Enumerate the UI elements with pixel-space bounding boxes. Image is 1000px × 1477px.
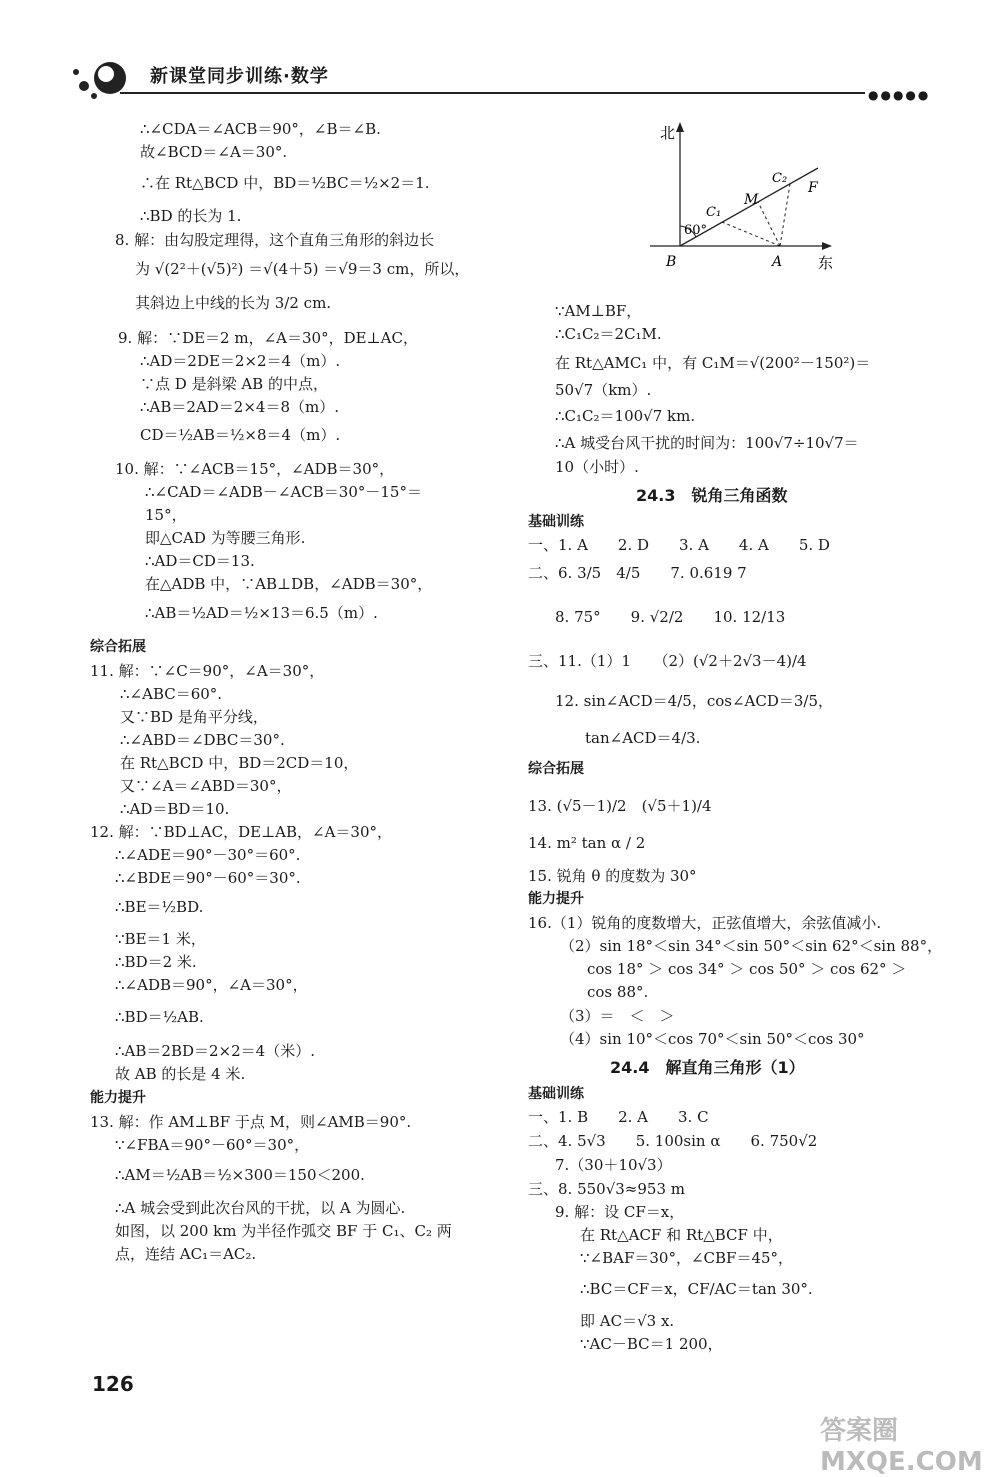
text-line: 为 √(2²＋(√5)²) ＝√(4＋5) ＝√9＝3 cm，所以， xyxy=(135,260,470,278)
text-line: ∴∠CAD＝∠ADB－∠ACB＝30°－15°＝ xyxy=(145,483,422,501)
text-line: 即 AC＝√3 x. xyxy=(580,1312,675,1330)
text-line: 又∵∠A＝∠ABD＝30°， xyxy=(120,777,292,795)
text-line: 9. 解：设 CF＝x， xyxy=(555,1203,685,1221)
page-number: 126 xyxy=(92,1372,134,1396)
text-line: 9. 解：∵DE＝2 m，∠A＝30°，DE⊥AC， xyxy=(118,329,418,347)
text-line: ∴AD＝BD＝10. xyxy=(120,800,230,818)
text-line: 14. m² tan α / 2 xyxy=(528,834,646,852)
text-line: ∴∠ABC＝60°. xyxy=(120,685,223,703)
section-heading: 基础训练 xyxy=(528,514,584,530)
text-line: 12. sin∠ACD＝4/5，cos∠ACD＝3/5， xyxy=(555,692,833,710)
text-line: ∵∠FBA＝90°－60°＝30°， xyxy=(115,1136,310,1154)
text-line: 10. 解：∵∠ACB＝15°，∠ADB＝30°， xyxy=(115,460,395,478)
text-line: 8. 75° 9. √2/2 10. 12/13 xyxy=(555,608,786,626)
text-line: ∴C₁C₂＝100√7 km. xyxy=(555,407,696,425)
text-line: 13. (√5－1)/2 (√5＋1)/4 xyxy=(528,797,712,815)
text-line: 11. 解：∵∠C＝90°，∠A＝30°， xyxy=(90,662,325,680)
text-line: ∴AB＝2AD＝2×4＝8（m）. xyxy=(140,398,339,416)
text-line: 二、6. 3/5 4/5 7. 0.619 7 xyxy=(528,564,747,582)
text-line: 即△CAD 为等腰三角形. xyxy=(145,529,306,547)
text-line: ∴AD＝CD＝13. xyxy=(145,552,255,570)
text-line: ∴∠CDA＝∠ACB＝90°，∠B＝∠B. xyxy=(140,120,381,138)
text-line: tan∠ACD＝4/3. xyxy=(585,729,701,747)
text-line: ∵BE＝1 米， xyxy=(115,930,206,948)
text-line: 10（小时）. xyxy=(555,458,639,476)
north-label: 北 xyxy=(660,124,676,142)
text-line: 又∵BD 是角平分线， xyxy=(120,708,268,726)
section-heading: 基础训练 xyxy=(528,1086,584,1102)
text-line: 16.（1）锐角的度数增大，正弦值增大，余弦值减小. xyxy=(528,914,882,932)
header-rule xyxy=(120,92,865,94)
text-line: 15. 锐角 θ 的度数为 30° xyxy=(528,867,697,885)
text-line: ∴BE＝½BD. xyxy=(115,898,204,916)
text-line: ∴AM＝½AB＝½×300＝150＜200. xyxy=(115,1166,365,1184)
text-line: ∵点 D 是斜梁 AB 的中点， xyxy=(140,375,328,393)
text-line: cos 18° ＞ cos 34° ＞ cos 50° ＞ cos 62° ＞ xyxy=(587,960,907,978)
text-line: 8. 解：由勾股定理得，这个直角三角形的斜边长 xyxy=(115,231,435,249)
east-label: 东 xyxy=(818,254,834,272)
text-line: ∴C₁C₂＝2C₁M. xyxy=(555,325,662,343)
text-line: 二、4. 5√3 5. 100sin α 6. 750√2 xyxy=(528,1132,818,1150)
text-line: （4）sin 10°＜cos 70°＜sin 50°＜cos 30° xyxy=(560,1030,865,1048)
text-line: 13. 解：作 AM⊥BF 于点 M，则∠AMB＝90°. xyxy=(90,1113,412,1131)
text-line: ∵AC－BC＝1 200， xyxy=(580,1335,723,1353)
text-line: 在△ADB 中，∵AB⊥DB，∠ADB＝30°， xyxy=(145,575,433,593)
text-line: 点，连结 AC₁＝AC₂. xyxy=(115,1245,257,1263)
text-line: ∴∠ABD＝∠DBC＝30°. xyxy=(120,731,285,749)
text-line: 故 AB 的长是 4 米. xyxy=(115,1065,246,1083)
text-line: ∴AB＝2BD＝2×2＝4（米）. xyxy=(115,1042,315,1060)
text-line: ∴A 城受台风干扰的时间为：100√7÷10√7＝ xyxy=(555,434,859,452)
text-line: 故∠BCD＝∠A＝30°. xyxy=(140,143,288,161)
text-line: ∴BD＝½AB. xyxy=(115,1008,204,1026)
watermark: 答案圈 MXQE.COM xyxy=(820,1416,983,1477)
text-line: ∵AM⊥BF， xyxy=(555,302,642,320)
text-line: cos 88°. xyxy=(587,983,649,1001)
text-line: 在 Rt△ACF 和 Rt△BCF 中， xyxy=(580,1226,783,1244)
text-line: 在 Rt△AMC₁ 中，有 C₁M＝√(200²－150²)＝ xyxy=(555,354,871,372)
text-line: （2）sin 18°＜sin 34°＜sin 50°＜sin 62°＜sin 88°， xyxy=(560,937,943,955)
text-line: 一、1. B 2. A 3. C xyxy=(528,1108,709,1126)
text-line: ∵∠BAF＝30°，∠CBF＝45°， xyxy=(580,1249,794,1267)
section-heading: 能力提升 xyxy=(90,1090,146,1106)
section-title: 24.3 锐角三角函数 xyxy=(636,486,788,505)
point-b-label: B xyxy=(666,254,677,270)
text-line: ∴在 Rt△BCD 中，BD＝½BC＝½×2＝1. xyxy=(140,174,430,192)
text-line: ∴BD＝2 米. xyxy=(115,953,197,971)
text-line: 三、8. 550√3≈953 m xyxy=(528,1180,686,1198)
text-line: ∴BC＝CF＝x，CF/AC＝tan 30°. xyxy=(580,1280,813,1298)
text-line: ∴∠ADE＝90°－30°＝60°. xyxy=(115,846,301,864)
text-line: ∴BD 的长为 1. xyxy=(140,207,242,225)
point-m-label: M xyxy=(744,192,759,208)
text-line: 三、11.（1）1 （2）(√2＋2√3－4)/4 xyxy=(528,652,807,670)
point-f-label: F xyxy=(808,180,818,196)
text-line: 12. 解：∵BD⊥AC，DE⊥AB，∠A＝30°， xyxy=(90,823,393,841)
text-line: ∴AB＝½AD＝½×13＝6.5（m）. xyxy=(145,604,378,622)
point-c1-label: C₁ xyxy=(706,205,722,220)
text-line: 15°， xyxy=(145,506,187,524)
text-line: ∴∠BDE＝90°－60°＝30°. xyxy=(115,869,301,887)
point-c2-label: C₂ xyxy=(772,171,788,186)
text-line: 其斜边上中线的长为 3/2 cm. xyxy=(135,294,332,312)
text-line: CD＝½AB＝½×8＝4（m）. xyxy=(140,426,341,444)
text-line: （3）＝ ＜ ＞ xyxy=(560,1007,675,1025)
section-heading: 综合拓展 xyxy=(528,761,584,777)
header-dots: ●●●●● xyxy=(868,88,931,102)
text-line: 在 Rt△BCD 中，BD＝2CD＝10， xyxy=(120,754,359,772)
text-line: ∴∠ADB＝90°，∠A＝30°， xyxy=(115,976,308,994)
text-line: 如图，以 200 km 为半径作弧交 BF 于 C₁、C₂ 两 xyxy=(115,1222,452,1240)
point-a-label: A xyxy=(772,254,783,270)
section-heading: 能力提升 xyxy=(528,891,584,907)
text-line: ∴A 城会受到此次台风的干扰，以 A 为圆心. xyxy=(115,1199,406,1217)
angle-label: 60° xyxy=(684,223,708,238)
text-line: 7.（30＋10√3） xyxy=(555,1156,672,1174)
section-title: 24.4 解直角三角形（1） xyxy=(610,1058,805,1077)
text-line: 50√7（km）. xyxy=(555,381,652,399)
text-line: ∴AD＝2DE＝2×2＝4（m）. xyxy=(140,352,341,370)
header-title: 新课堂同步训练·数学 xyxy=(150,66,329,87)
logo-icon xyxy=(70,58,130,102)
text-line: 一、1. A 2. D 3. A 4. A 5. D xyxy=(528,536,830,554)
section-heading: 综合拓展 xyxy=(90,639,146,655)
typhoon-diagram xyxy=(640,118,850,278)
